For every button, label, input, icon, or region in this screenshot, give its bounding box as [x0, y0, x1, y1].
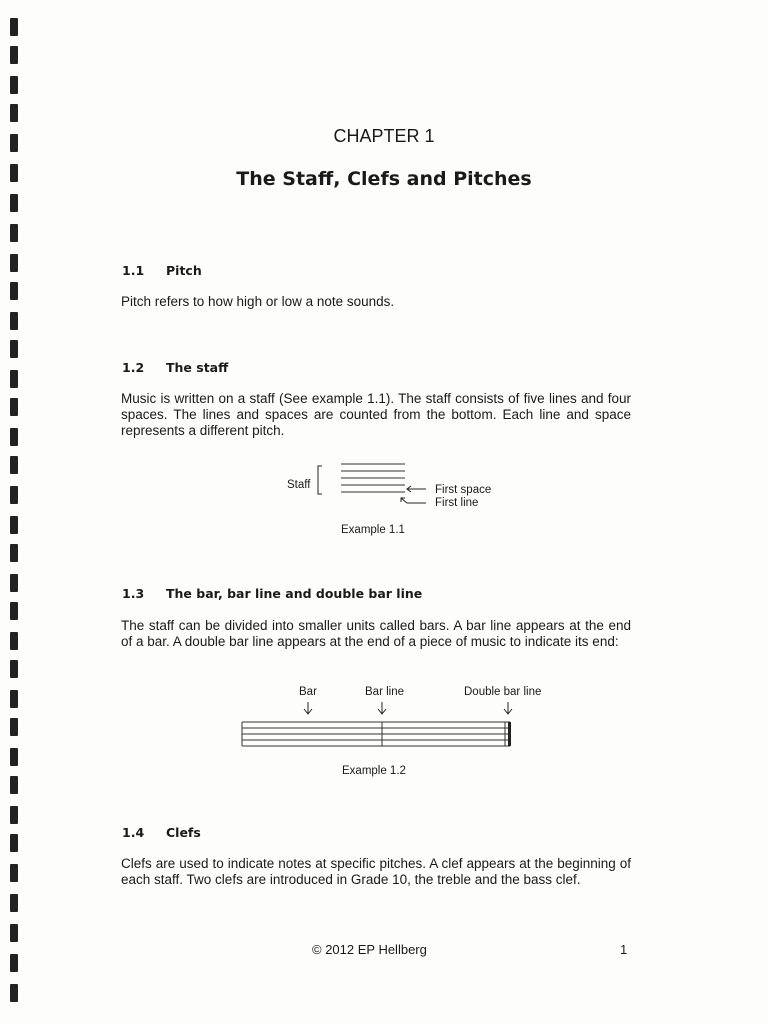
staff-label: Staff [287, 479, 311, 491]
section-number: 1.1 [122, 263, 145, 278]
down-arrow-icons [304, 702, 512, 714]
chapter-label: CHAPTER 1 [333, 126, 435, 146]
section-body-1-4: Clefs are used to indicate notes at specific pitches. A clef appears at the beginning of each staff. Two clefs are introduced in Grade 10, the treble and the bass clef. [121, 856, 631, 887]
example-1-1-caption: Example 1.1 [341, 524, 405, 536]
section-title: Pitch [166, 263, 202, 278]
copyright-notice: © 2012 EP Hellberg [312, 942, 427, 957]
page-number: 1 [620, 942, 628, 957]
section-title: The bar, bar line and double bar line [166, 586, 423, 601]
bar-line-label: Bar line [365, 686, 404, 698]
bar-diagram [236, 700, 526, 752]
section-heading-1-4 [122, 825, 201, 840]
section-heading-1-1 [122, 263, 202, 278]
example-1-2-caption: Example 1.2 [342, 765, 406, 777]
first-line-label: First line [435, 497, 479, 509]
section-body-1-2: Music is written on a staff (See example 1.1). The staff consists of five lines and four spaces. The lines and spaces are counted from the bottom. Each line and space represents a different pitch. [121, 391, 631, 438]
section-number: 1.2 [122, 360, 145, 375]
staff-diagram [310, 458, 430, 518]
section-heading-1-3 [122, 586, 422, 601]
section-title: Clefs [166, 825, 201, 840]
section-body-1-3: The staff can be divided into smaller units called bars. A bar line appears at the end of a bar. A double bar line appears at the end of a piece of music to indicate its end: [121, 618, 631, 649]
bar-label: Bar [299, 686, 317, 698]
section-body-1-1: Pitch refers to how high or low a note sounds. [121, 294, 395, 309]
binding-edge [8, 0, 22, 1024]
page-title: The Staff, Clefs and Pitches [236, 168, 532, 190]
double-bar-line-label: Double bar line [464, 686, 542, 698]
section-title: The staff [166, 360, 229, 375]
section-number: 1.4 [122, 825, 145, 840]
section-number: 1.3 [122, 586, 145, 601]
section-heading-1-2 [122, 360, 228, 375]
first-space-label: First space [435, 484, 492, 496]
